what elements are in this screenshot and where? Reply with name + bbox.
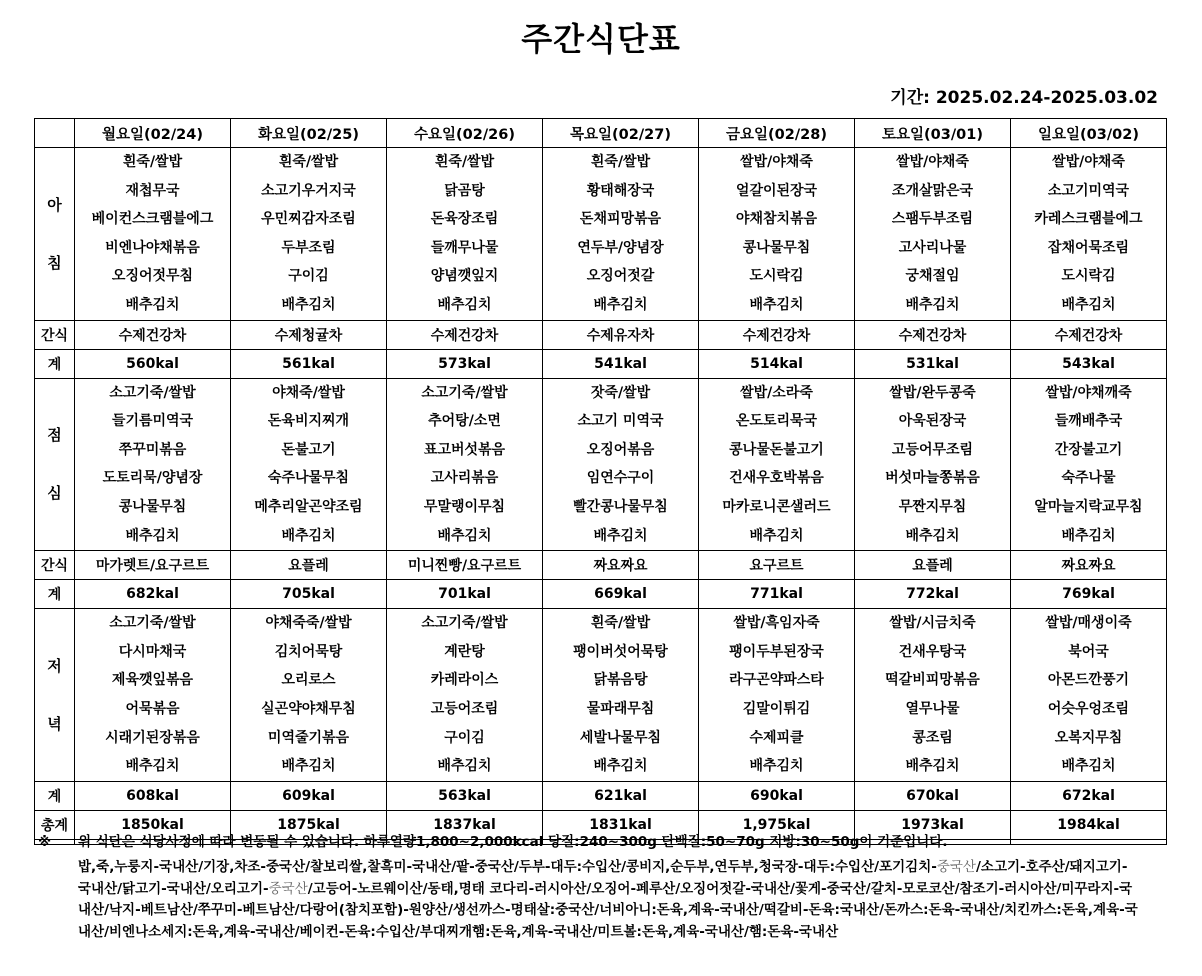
menu-item: 배추김치 xyxy=(905,296,960,313)
menu-item: 팽이두부된장국 xyxy=(729,643,824,660)
breakfast-kcal-cell: 543kal xyxy=(1011,349,1167,378)
menu-item: 얼갈이된장국 xyxy=(735,182,818,199)
breakfast-kcal-cell: 561kal xyxy=(231,349,387,378)
menu-item: 간장불고기 xyxy=(1054,441,1123,458)
menu-item: 배추김치 xyxy=(281,527,336,544)
lunch-snack-cell: 마가렛트/요구르트 xyxy=(75,551,231,580)
menu-item: 황태해장국 xyxy=(586,182,655,199)
menu-item: 북어국 xyxy=(1068,643,1109,660)
day-header: 화요일(02/25) xyxy=(231,119,387,148)
menu-item: 쭈꾸미볶음 xyxy=(118,441,187,458)
lunch-day-cell xyxy=(387,378,543,551)
menu-item: 쌀밥/야채죽 xyxy=(740,154,813,170)
dinner-label xyxy=(35,609,75,782)
dinner-day-cell xyxy=(387,609,543,782)
menu-item: 닭볶음탕 xyxy=(593,672,648,689)
menu-item: 마카로니콘샐러드 xyxy=(722,498,831,515)
breakfast-label-char: 침 xyxy=(47,253,62,272)
breakfast-snack-cell: 수제건강차 xyxy=(699,320,855,349)
dinner-kcal-cell: 621kal xyxy=(543,781,699,810)
menu-item: 두부조림 xyxy=(281,239,336,256)
total-kcal-cell: 1984kal xyxy=(1011,810,1167,839)
menu-item: 돈채피망볶음 xyxy=(579,211,662,228)
menu-item: 배추김치 xyxy=(1061,758,1116,775)
lunch-day-cell xyxy=(699,378,855,551)
day-header: 월요일(02/24) xyxy=(75,119,231,148)
menu-item: 배추김치 xyxy=(905,527,960,544)
menu-item: 배추김치 xyxy=(437,527,492,544)
menu-item: 쌀밥/야채죽 xyxy=(1052,154,1125,170)
menu-item: 팽이버섯어묵탕 xyxy=(573,643,668,660)
breakfast-day-cell xyxy=(231,148,387,321)
menu-item: 무짠지무침 xyxy=(898,498,967,515)
origin-text: 밥,죽,누룽지-국내산/기장,차조-중국산/찰보리쌀,찰흑미-국내산/팥-중국산/두부-대두:수입산/콩비지,순두부,연두부,청국장-대두:수입산/포기김치- xyxy=(78,859,937,875)
menu-item: 배추김치 xyxy=(125,296,180,313)
menu-item: 고사리나물 xyxy=(898,239,967,256)
dinner-kcal-cell: 670kal xyxy=(855,781,1011,810)
breakfast-label xyxy=(35,148,75,321)
day-header: 일요일(03/02) xyxy=(1011,119,1167,148)
menu-item: 소고기우거지국 xyxy=(261,182,356,199)
breakfast-label-char: 아 xyxy=(47,195,62,214)
menu-item: 빨간콩나물무침 xyxy=(573,498,668,515)
menu-item: 카레스크램블에그 xyxy=(1034,211,1143,228)
day-header: 금요일(02/28) xyxy=(699,119,855,148)
menu-item: 건새우호박볶음 xyxy=(729,470,824,487)
menu-item: 소고기 미역국 xyxy=(577,413,664,430)
menu-item: 소고기죽/쌀밥 xyxy=(109,615,196,632)
header-blank xyxy=(35,119,75,148)
breakfast-kcal-row xyxy=(35,349,1167,378)
origin-text: /소고기-호주산/돼지고기-국내산/닭고기-국내산/오리고기- xyxy=(78,859,1128,897)
menu-item: 고등어조림 xyxy=(430,700,499,717)
breakfast-kcal-cell: 514kal xyxy=(699,349,855,378)
menu-item: 숙주나물 xyxy=(1061,470,1116,487)
lunch-kcal-row xyxy=(35,580,1167,609)
menu-item: 수제피클 xyxy=(749,729,804,746)
dinner-kcal-cell: 609kal xyxy=(231,781,387,810)
breakfast-snack-row xyxy=(35,320,1167,349)
menu-item: 무말랭이무침 xyxy=(423,498,506,515)
lunch-snack-cell: 요플레 xyxy=(855,551,1011,580)
lunch-kcal-cell: 682kal xyxy=(75,580,231,609)
menu-item: 도시락김 xyxy=(749,268,804,285)
page-title: 주간식단표 xyxy=(521,20,681,58)
total-kcal-cell: 1875kal xyxy=(231,810,387,839)
breakfast-snack-cell: 수제건강차 xyxy=(855,320,1011,349)
menu-item: 배추김치 xyxy=(281,758,336,775)
lunch-kcal-cell: 772kal xyxy=(855,580,1011,609)
lunch-snack-cell: 요플레 xyxy=(231,551,387,580)
lunch-kcal-cell: 771kal xyxy=(699,580,855,609)
menu-item: 배추김치 xyxy=(593,758,648,775)
menu-item: 쌀밥/매생이죽 xyxy=(1045,615,1132,632)
menu-item: 스팸두부조림 xyxy=(891,211,974,228)
total-kcal-cell: 1831kal xyxy=(543,810,699,839)
dinner-day-cell xyxy=(699,609,855,782)
lunch-row xyxy=(35,378,1167,551)
dinner-kcal-cell: 608kal xyxy=(75,781,231,810)
menu-item: 돈육장조림 xyxy=(430,211,499,228)
menu-item: 미역줄기볶음 xyxy=(267,729,350,746)
menu-item: 숙주나물무침 xyxy=(267,470,350,487)
breakfast-row xyxy=(35,148,1167,321)
menu-item: 열무나물 xyxy=(905,700,960,717)
menu-item: 콩나물무침 xyxy=(742,239,811,256)
menu-item: 콩나물무침 xyxy=(118,498,187,515)
dinner-day-cell xyxy=(75,609,231,782)
dinner-day-cell xyxy=(1011,609,1167,782)
menu-item: 알마늘지락교무침 xyxy=(1034,498,1143,515)
lunch-label xyxy=(35,378,75,551)
menu-item: 제육깻잎볶음 xyxy=(111,672,194,689)
menu-item: 고등어무조림 xyxy=(891,441,974,458)
menu-item: 메추리알곤약조림 xyxy=(254,498,363,515)
menu-item: 물파래무침 xyxy=(586,700,655,717)
breakfast-snack-cell: 수제유자차 xyxy=(543,320,699,349)
menu-item: 도토리묵/양념장 xyxy=(102,470,203,487)
menu-item: 시래기된장볶음 xyxy=(105,729,200,746)
lunch-kcal-cell: 669kal xyxy=(543,580,699,609)
breakfast-day-cell xyxy=(543,148,699,321)
breakfast-snack-label: 간식 xyxy=(35,320,75,349)
origin-text: /고등어-노르웨이산/동태,명태 코다리-러시아산/오징어-페루산/오징어젓갈-국내산/꽃게-중국산/갈치-모로코산/참조기-러시아산/미꾸라지-국내산/낙지-베트남산/쭈꾸미-베트남산/다랑어(참치포함)-원양산/생선까스-명태살:중국산/너비아니:돈육,계육-국내산/떡갈비-돈육:국내산/돈까스:돈육-국내산/치킨까스:돈육,계육-국내산/비엔나소세지:돈육,계육-국내산/베이컨-돈육:수입산/부대찌개햄:돈육,계육-국내산/미트볼:돈육,계육-국내산/햄:돈육-국내산 xyxy=(78,880,1138,940)
total-kcal-cell: 1837kal xyxy=(387,810,543,839)
breakfast-snack-cell: 수제건강차 xyxy=(75,320,231,349)
day-header: 수요일(02/26) xyxy=(387,119,543,148)
menu-item: 들깨무나물 xyxy=(430,239,499,256)
menu-item: 양념깻잎지 xyxy=(430,268,499,285)
menu-item: 비엔나야채볶음 xyxy=(105,239,200,256)
lunch-label-char: 점 xyxy=(47,426,62,445)
menu-item: 쌀밥/소라죽 xyxy=(740,384,813,401)
menu-item: 임연수구이 xyxy=(586,470,655,487)
day-header: 목요일(02/27) xyxy=(543,119,699,148)
menu-item: 닭곰탕 xyxy=(444,182,485,199)
menu-item: 배추김치 xyxy=(749,296,804,313)
origin-text-gray: 중국산 xyxy=(268,880,308,897)
breakfast-kcal-cell: 573kal xyxy=(387,349,543,378)
lunch-day-cell xyxy=(231,378,387,551)
breakfast-snack-cell: 수제건강차 xyxy=(1011,320,1167,349)
dinner-kcal-row xyxy=(35,781,1167,810)
menu-item: 흰죽/쌀밥 xyxy=(122,154,183,170)
menu-item: 오복지무침 xyxy=(1054,729,1123,746)
menu-item: 김말이튀김 xyxy=(742,700,811,717)
dinner-label-char: 저 xyxy=(47,656,62,675)
total-kcal-cell: 1973kal xyxy=(855,810,1011,839)
menu-item: 건새우탕국 xyxy=(898,643,967,660)
menu-item: 도시락김 xyxy=(1061,268,1116,285)
breakfast-snack-cell: 수제청귤차 xyxy=(231,320,387,349)
lunch-day-cell xyxy=(1011,378,1167,551)
menu-item: 아몬드깐풍기 xyxy=(1047,672,1130,689)
lunch-snack-cell: 미니찐빵/요구르트 xyxy=(387,551,543,580)
menu-period: 기간: 2025.02.24-2025.03.02 xyxy=(890,88,1158,108)
lunch-day-cell xyxy=(75,378,231,551)
dinner-label-char: 녁 xyxy=(47,714,62,733)
menu-item: 재첩무국 xyxy=(125,182,180,199)
note-nutrition: 위 식단은 식당사정에 따라 변동될 수 있습니다. 하루열량1,800~2,000kcal 당질:240~300g 단백질:50~70g 지방:30~50g이 기준입니다. xyxy=(78,834,948,850)
menu-item: 소고기죽/쌀밥 xyxy=(109,384,196,401)
lunch-snack-row xyxy=(35,551,1167,580)
breakfast-day-cell xyxy=(1011,148,1167,321)
dinner-day-cell xyxy=(231,609,387,782)
lunch-label-char: 심 xyxy=(47,484,62,503)
menu-item: 실곤약야채무침 xyxy=(261,700,356,717)
menu-item: 표고버섯볶음 xyxy=(423,441,506,458)
menu-item: 쌀밥/흑임자죽 xyxy=(733,615,820,632)
menu-item: 야채죽/쌀밥 xyxy=(272,384,345,401)
menu-item: 쌀밥/야채깨죽 xyxy=(1045,384,1132,401)
menu-item: 배추김치 xyxy=(437,296,492,313)
lunch-day-cell xyxy=(543,378,699,551)
menu-item: 떡갈비피망볶음 xyxy=(885,672,980,689)
breakfast-day-cell xyxy=(855,148,1011,321)
dinner-day-cell xyxy=(855,609,1011,782)
menu-item: 잡채어묵조림 xyxy=(1047,239,1130,256)
day-header-row xyxy=(35,119,1167,148)
menu-item: 김치어묵탕 xyxy=(274,643,343,660)
note-origin xyxy=(78,857,1138,943)
menu-item: 들깨배추국 xyxy=(1054,413,1123,430)
menu-item: 어슷우엉조림 xyxy=(1047,700,1130,717)
menu-item: 콩조림 xyxy=(912,729,953,746)
menu-item: 우민찌감자조림 xyxy=(261,211,356,228)
menu-item: 배추김치 xyxy=(749,527,804,544)
menu-item: 오징어젓무침 xyxy=(111,268,194,285)
menu-item: 야채참치볶음 xyxy=(735,211,818,228)
menu-item: 배추김치 xyxy=(437,758,492,775)
menu-item: 온도토리묵국 xyxy=(735,413,818,430)
dinner-day-cell xyxy=(543,609,699,782)
total-kcal-cell: 1850kal xyxy=(75,810,231,839)
menu-item: 흰죽/쌀밥 xyxy=(278,154,339,170)
breakfast-kcal-cell: 531kal xyxy=(855,349,1011,378)
breakfast-snack-cell: 수제건강차 xyxy=(387,320,543,349)
breakfast-day-cell xyxy=(387,148,543,321)
lunch-snack-cell: 요구르트 xyxy=(699,551,855,580)
menu-item: 쌀밥/시금치죽 xyxy=(889,615,976,632)
menu-item: 어묵볶음 xyxy=(125,700,180,717)
menu-item: 소고기미역국 xyxy=(1047,182,1130,199)
dinner-row xyxy=(35,609,1167,782)
menu-item: 흰죽/쌀밥 xyxy=(434,154,495,170)
menu-item: 흰죽/쌀밥 xyxy=(590,615,651,632)
menu-item: 세발나물무침 xyxy=(579,729,662,746)
menu-item: 조개살맑은국 xyxy=(891,182,974,199)
menu-item: 배추김치 xyxy=(593,296,648,313)
breakfast-day-cell xyxy=(75,148,231,321)
menu-item: 배추김치 xyxy=(125,527,180,544)
lunch-snack-label: 간식 xyxy=(35,551,75,580)
menu-item: 배추김치 xyxy=(281,296,336,313)
total-kcal-label: 총계 xyxy=(35,810,75,839)
menu-item: 궁채절임 xyxy=(905,268,960,285)
menu-item: 돈불고기 xyxy=(281,441,336,458)
menu-item: 쌀밥/완두콩죽 xyxy=(889,384,976,401)
breakfast-day-cell xyxy=(699,148,855,321)
menu-item: 돈육비지찌개 xyxy=(267,413,350,430)
menu-item: 배추김치 xyxy=(905,758,960,775)
menu-item: 연두부/양념장 xyxy=(577,239,664,256)
total-kcal-cell: 1,975kal xyxy=(699,810,855,839)
day-header: 토요일(03/01) xyxy=(855,119,1011,148)
menu-item: 아욱된장국 xyxy=(898,413,967,430)
lunch-kcal-label: 계 xyxy=(35,580,75,609)
menu-item: 야채죽죽/쌀밥 xyxy=(265,615,352,632)
breakfast-kcal-cell: 541kal xyxy=(543,349,699,378)
dinner-kcal-label: 계 xyxy=(35,781,75,810)
lunch-kcal-cell: 701kal xyxy=(387,580,543,609)
menu-item: 구이김 xyxy=(288,268,329,285)
menu-item: 소고기죽/쌀밥 xyxy=(421,615,508,632)
menu-item: 배추김치 xyxy=(1061,527,1116,544)
menu-item: 라구곤약파스타 xyxy=(729,672,824,689)
note-mark: ※ xyxy=(38,834,52,850)
origin-text-gray: 중국산 xyxy=(936,859,976,875)
lunch-snack-cell: 짜요짜요 xyxy=(543,551,699,580)
menu-item: 오리로스 xyxy=(281,672,336,689)
menu-item: 배추김치 xyxy=(749,758,804,775)
menu-item: 구이김 xyxy=(444,729,485,746)
weekly-menu-table xyxy=(34,118,1167,845)
menu-item: 쌀밥/야채죽 xyxy=(896,154,969,170)
dinner-kcal-cell: 672kal xyxy=(1011,781,1167,810)
menu-item: 배추김치 xyxy=(593,527,648,544)
menu-item: 추어탕/소면 xyxy=(428,413,501,430)
menu-item: 배추김치 xyxy=(1061,296,1116,313)
lunch-kcal-cell: 705kal xyxy=(231,580,387,609)
menu-item: 잣죽/쌀밥 xyxy=(590,384,651,401)
lunch-day-cell xyxy=(855,378,1011,551)
menu-item: 들기름미역국 xyxy=(111,413,194,430)
menu-item: 소고기죽/쌀밥 xyxy=(421,384,508,401)
menu-item: 베이컨스크램블에그 xyxy=(91,211,214,228)
menu-item: 고사리볶음 xyxy=(430,470,499,487)
menu-item: 다시마채국 xyxy=(118,643,187,660)
menu-item: 버섯마늘쫑볶음 xyxy=(885,470,980,487)
breakfast-kcal-label: 계 xyxy=(35,349,75,378)
breakfast-kcal-cell: 560kal xyxy=(75,349,231,378)
menu-item: 계란탕 xyxy=(444,643,485,660)
lunch-kcal-cell: 769kal xyxy=(1011,580,1167,609)
menu-item: 흰죽/쌀밥 xyxy=(590,154,651,170)
menu-item: 배추김치 xyxy=(125,758,180,775)
menu-item: 콩나물돈불고기 xyxy=(729,441,824,458)
menu-item: 카레라이스 xyxy=(430,672,499,689)
menu-item: 오징어젓갈 xyxy=(586,268,655,285)
lunch-snack-cell: 짜요짜요 xyxy=(1011,551,1167,580)
spacer-cell xyxy=(1011,839,1167,844)
menu-item: 오징어볶음 xyxy=(586,441,655,458)
dinner-kcal-cell: 563kal xyxy=(387,781,543,810)
dinner-kcal-cell: 690kal xyxy=(699,781,855,810)
